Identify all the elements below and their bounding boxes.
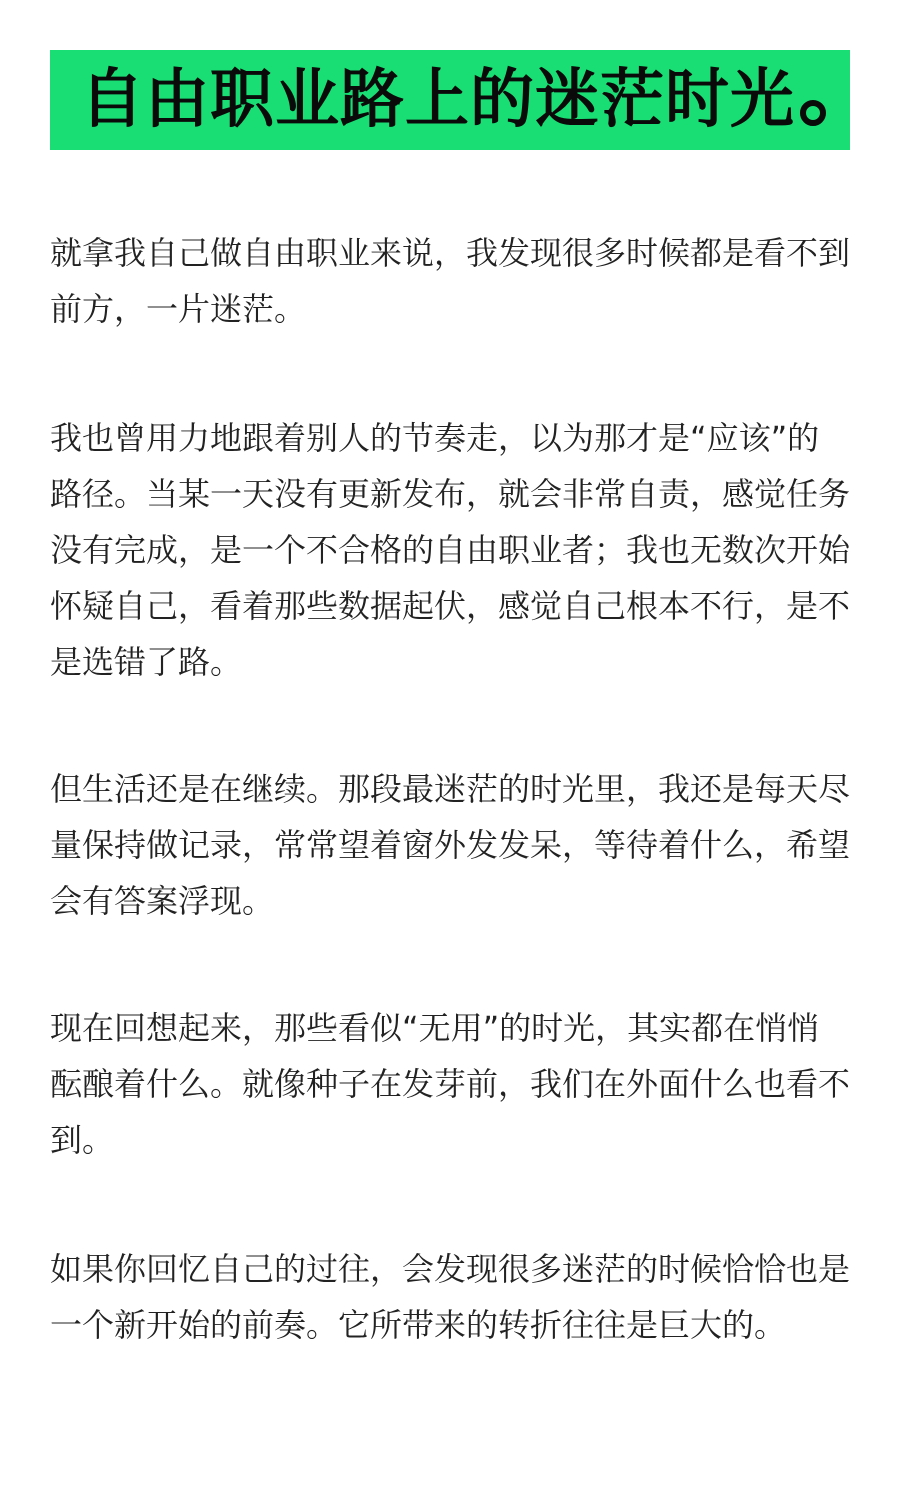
page-title: 自由职业路上的迷茫时光 (80, 63, 795, 137)
paragraph-5: 如果你回忆自己的过往，会发现很多迷茫的时候恰恰也是一个新开始的前奏。它所带来的转折往往是巨大的。 (50, 1250, 851, 1344)
paragraph-3: 但生活还是在继续。那段最迷茫的时光里，我还是每天尽量保持做记录，常常望着窗外发发呆，等待着什么，希望会有答案浮现。 (50, 770, 851, 920)
paragraph-4: 现在回想起来，那些看似“无用”的时光，其实都在悄悄酝酿着什么。就像种子在发芽前，我们在外面什么也看不到。 (50, 1009, 851, 1159)
title-banner (50, 50, 850, 150)
paragraph-1: 就拿我自己做自由职业来说，我发现很多时候都是看不到前方，一片迷茫。 (50, 234, 851, 328)
paragraph-2: 我也曾用力地跟着别人的节奏走，以为那才是“应该”的路径。当某一天没有更新发布，就会非常自责，感觉任务没有完成，是一个不合格的自由职业者；我也无数次开始怀疑自己，看着那些数据起伏，感觉自己根本不行，是不是选错了路。 (50, 419, 851, 681)
circle-period-icon (800, 100, 826, 126)
